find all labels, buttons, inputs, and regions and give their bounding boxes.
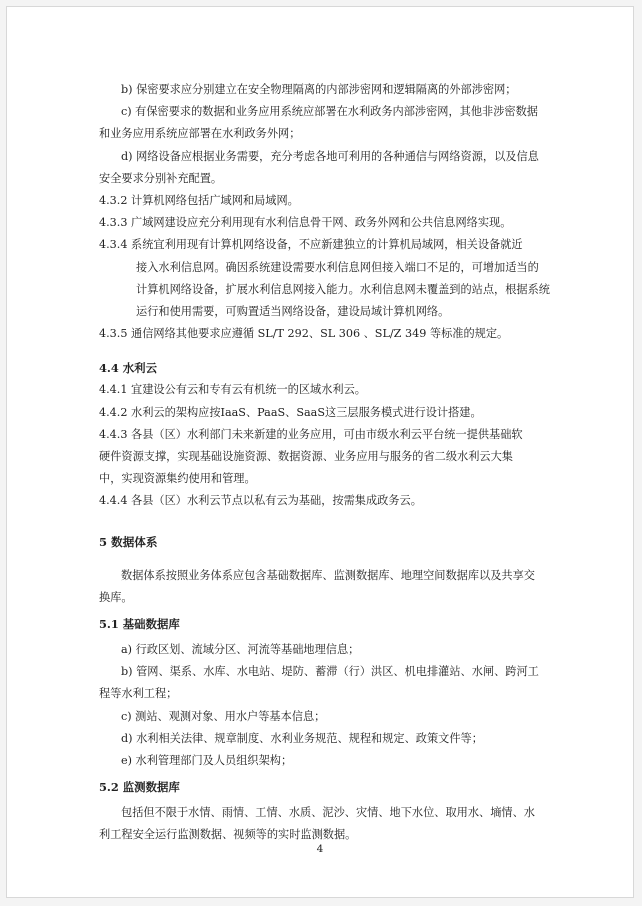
section-heading-5-1: 5.1 基础数据库 xyxy=(99,617,180,632)
chapter-5-intro-cont: 换库。 xyxy=(99,590,133,604)
section-heading-5-2: 5.2 监测数据库 xyxy=(99,780,180,795)
clause-4-4-4: 4.4.4 各县（区）水利云节点以私有云为基础，按需集成政务云。 xyxy=(99,494,422,508)
chapter-5-intro: 数据体系按照业务体系应包含基础数据库、监测数据库、地理空间数据库以及共享交 xyxy=(121,568,535,582)
list-item-e-5-1: e) 水利管理部门及人员组织架构； xyxy=(121,754,293,768)
list-item-a-5-1: a) 行政区划、流域分区、河流等基础地理信息； xyxy=(121,643,360,657)
chapter-heading-5: 5 数据体系 xyxy=(99,534,158,549)
list-item-d: d) 网络设备应根据业务需要，充分考虑各地可利用的各种通信与网络资源，以及信息 xyxy=(121,149,539,163)
page-number: 4 xyxy=(316,843,324,855)
list-item-d-5-1: d) 水利相关法律、规章制度、水利业务规范、规程和规定、政策文件等； xyxy=(121,731,483,745)
list-item-b-5-1-cont: 程等水利工程； xyxy=(99,687,178,701)
clause-4-3-5: 4.3.5 通信网络其他要求应遵循 SL/T 292、SL 306 、SL/Z 349 等标准的规定。 xyxy=(99,327,509,341)
clause-4-3-3: 4.3.3 广域网建设应充分利用现有水利信息骨干网、政务外网和公共信息网络实现。 xyxy=(99,216,512,230)
list-item-c: c) 有保密要求的数据和业务应用系统应部署在水利政务内部涉密网，其他非涉密数据 xyxy=(121,105,538,119)
list-item-c-5-1: c) 测站、观测对象、用水户等基本信息； xyxy=(121,709,326,723)
clause-4-4-3-cont2: 中，实现资源集约使用和管理。 xyxy=(99,472,256,486)
clause-4-3-4-cont2: 计算机网络设备，扩展水利信息网接入能力。水利信息网未覆盖到的站点，根据系统 xyxy=(136,282,550,296)
page-content xyxy=(99,79,555,847)
list-item-b: b) 保密要求应分别建立在安全物理隔离的内部涉密网和逻辑隔离的外部涉密网； xyxy=(121,83,517,96)
clause-4-3-4-cont3: 运行和使用需要，可购置适当网络设备，建设局域计算机网络。 xyxy=(136,305,450,319)
clause-4-4-3-cont1: 硬件资源支撑，实现基础设施资源、数据资源、业务应用与服务的省二级水利云大集 xyxy=(99,450,513,464)
clause-4-3-2: 4.3.2 计算机网络包括广域网和局域网。 xyxy=(99,194,299,208)
clause-4-4-3: 4.4.3 各县（区）水利部门未来新建的业务应用，可由市级水利云平台统一提供基础软 xyxy=(99,427,523,441)
list-item-c-cont: 和业务应用系统应部署在水利政务外网； xyxy=(99,127,301,141)
clause-4-4-1: 4.4.1 宜建设公有云和专有云有机统一的区域水利云。 xyxy=(99,383,366,397)
clause-4-3-4: 4.3.4 系统宜利用现有计算机网络设备，不应新建独立的计算机局域网，相关设备就近 xyxy=(99,238,523,252)
list-item-d-cont: 安全要求分别补充配置。 xyxy=(99,171,223,185)
clause-4-3-4-cont1: 接入水利信息网。确因系统建设需要水利信息网但接入端口不足的，可增加适当的 xyxy=(136,260,539,274)
section-5-2-body-cont: 利工程安全运行监测数据、视频等的实时监测数据。 xyxy=(99,828,357,842)
section-heading-4-4: 4.4 水利云 xyxy=(99,361,157,376)
document-page xyxy=(6,6,634,898)
section-5-2-body: 包括但不限于水情、雨情、工情、水质、泥沙、灾情、地下水位、取用水、墒情、水 xyxy=(121,806,535,820)
clause-4-4-2: 4.4.2 水利云的架构应按IaaS、PaaS、SaaS这三层服务模式进行设计搭建。 xyxy=(99,405,482,419)
list-item-b-5-1: b) 管网、渠系、水库、水电站、堤防、蓄滞（行）洪区、机电排灌站、水闸、跨河工 xyxy=(121,665,539,679)
